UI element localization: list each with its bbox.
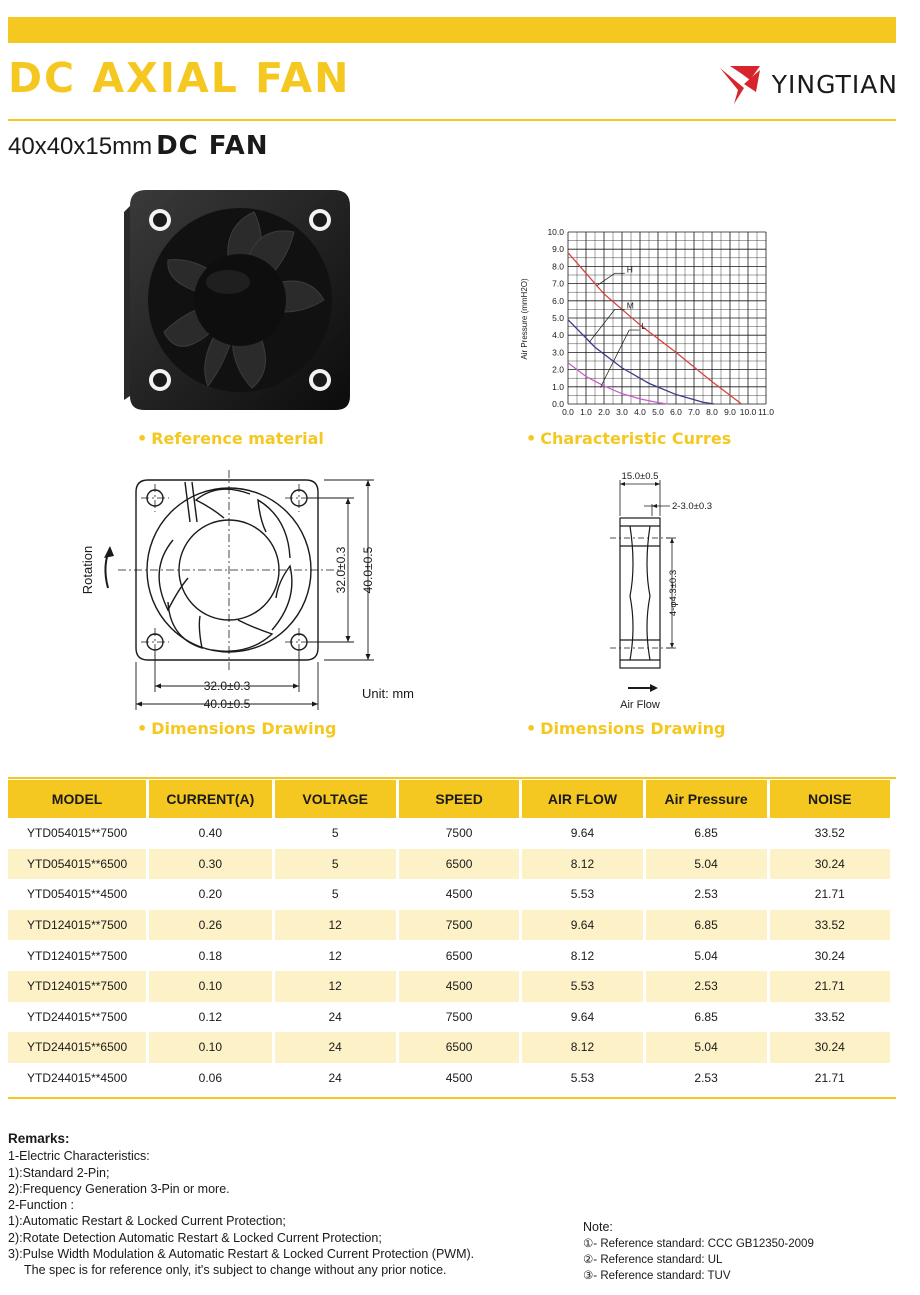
table-cell: 2.53 <box>694 887 718 902</box>
remarks-line: 1):Standard 2-Pin; <box>8 1165 110 1180</box>
y-tick-label: 4.0 <box>552 330 564 341</box>
table-cell: 5 <box>331 887 339 902</box>
x-tick-label: 6.0 <box>670 407 682 417</box>
table-cell: 33.52 <box>814 1009 845 1024</box>
table-row <box>8 1063 890 1094</box>
remarks-line: 2):Frequency Generation 3-Pin or more. <box>8 1181 230 1196</box>
brand-name: YINGTIAN <box>771 69 898 99</box>
table-row <box>8 1002 890 1033</box>
table-cell: 5.53 <box>570 1071 595 1086</box>
table-cell: YTD054015**7500 <box>27 826 128 841</box>
series-label-l: L <box>641 321 646 332</box>
y-tick-label: 5.0 <box>552 313 564 323</box>
table-cell: 24 <box>328 1071 342 1086</box>
table-cell: 24 <box>328 1009 342 1024</box>
caption-dimensions-left: • Dimensions Drawing <box>137 719 337 738</box>
table-cell: 21.71 <box>814 1071 845 1086</box>
column-header: Air Pressure <box>646 780 767 818</box>
table-cell: 30.24 <box>770 1032 890 1063</box>
y-tick-label: 3.0 <box>552 347 564 358</box>
table-cell: 0.10 <box>149 1032 271 1063</box>
x-tick-label: 8.0 <box>706 407 718 417</box>
table-cell: 21.71 <box>770 971 890 1002</box>
caption-reference: • Reference material <box>137 429 324 448</box>
note-line: ③- Reference standard: TUV <box>583 1270 731 1282</box>
table-row <box>8 940 890 971</box>
y-tick-label: 0.0 <box>552 399 564 409</box>
column-header: VOLTAGE <box>275 780 396 818</box>
note-section <box>583 1219 814 1284</box>
caption-dimensions-right: • Dimensions Drawing <box>526 719 726 738</box>
dim-inner-vertical: 32.0±0.3 <box>334 546 348 594</box>
table-cell: 2.53 <box>646 971 767 1002</box>
table-cell: 8.12 <box>522 1032 642 1063</box>
y-tick-label: 1.0 <box>552 381 564 392</box>
table-cell: 30.24 <box>814 948 845 963</box>
y-tick-label: 10.0 <box>547 227 564 237</box>
table-body <box>8 818 890 1093</box>
column-header: AIR FLOW <box>522 780 642 818</box>
table-cell: 5.53 <box>570 887 595 902</box>
chart-grid <box>568 232 766 404</box>
table-cell: YTD244015**7500 <box>27 1009 128 1024</box>
page-title: DC AXIAL FAN <box>8 54 351 102</box>
rotation-label: Rotation <box>80 545 95 595</box>
title-divider <box>8 119 896 121</box>
caption-curves: • Characteristic Curres <box>526 429 732 448</box>
dim-hole: 4-φ4.3±0.3 <box>668 569 679 617</box>
x-tick-label: 3.0 <box>616 407 628 417</box>
table-cell: 0.12 <box>198 1009 223 1024</box>
x-tick-label: 2.0 <box>598 407 610 417</box>
table-cell: YTD124015**7500 <box>27 948 128 963</box>
series-label-m: M <box>626 300 634 311</box>
dim-inner-horizontal: 32.0±0.3 <box>203 679 251 693</box>
x-tick-label: 4.0 <box>634 407 646 417</box>
table-cell: 5.04 <box>646 1032 767 1063</box>
x-tick-label: 1.0 <box>580 407 592 417</box>
side-dimensions-drawing <box>596 466 726 716</box>
subtitle-type: DC FAN <box>156 131 269 161</box>
y-tick-label: 7.0 <box>552 278 564 289</box>
brand-logo <box>716 60 898 108</box>
table-cell: 33.52 <box>770 910 890 941</box>
table-cell: 6.85 <box>694 1009 718 1024</box>
header-bar <box>8 17 896 43</box>
x-tick-label: 10.0 <box>739 407 757 417</box>
table-cell: 6.85 <box>694 826 718 841</box>
dim-outer-vertical: 40.0±0.5 <box>361 546 375 594</box>
table-cell: 7500 <box>399 910 520 941</box>
table-cell: 12 <box>275 971 396 1002</box>
table-row <box>8 879 890 910</box>
table-cell: 4500 <box>445 887 473 902</box>
table-cell: 5.04 <box>646 849 767 880</box>
table-cell: 24 <box>275 1032 396 1063</box>
series-line-m <box>568 320 714 404</box>
front-dimensions-drawing <box>78 470 414 718</box>
table-cell: 0.18 <box>198 948 223 963</box>
table-cell: 6500 <box>399 849 520 880</box>
note-line: ②- Reference standard: UL <box>583 1254 723 1266</box>
dim-outer-horizontal: 40.0±0.5 <box>203 697 251 711</box>
table-header-row <box>8 780 890 818</box>
x-tick-label: 7.0 <box>688 407 700 417</box>
table-cell: YTD244015**6500 <box>8 1032 146 1063</box>
table-row <box>8 818 890 849</box>
table-cell: 9.64 <box>570 826 595 841</box>
remarks-line: 3):Pulse Width Modulation & Automatic Restart & Locked Current Protection (PWM). <box>8 1247 475 1262</box>
remarks-line: 1):Automatic Restart & Locked Current Protection; <box>8 1214 286 1229</box>
spec-table <box>8 780 896 1093</box>
series-leader-line <box>590 309 615 341</box>
table-row <box>8 849 890 880</box>
table-row <box>8 910 890 941</box>
y-tick-label: 2.0 <box>552 364 564 375</box>
chart-series <box>568 253 742 404</box>
remarks-disclaimer: The spec is for reference only, it's subject to change without any prior notice. <box>24 1263 447 1278</box>
product-subtitle <box>8 133 268 159</box>
table-cell: 5.53 <box>522 971 642 1002</box>
remarks-section <box>8 1131 474 1279</box>
table-row <box>8 1032 890 1063</box>
column-header: CURRENT(A) <box>149 780 271 818</box>
table-cell: 0.10 <box>149 971 271 1002</box>
table-cell: 6.85 <box>646 910 767 941</box>
subtitle-size: 40x40x15mm <box>8 133 153 160</box>
chart-y-axis-label: Air Pressure (mmH2O) <box>520 278 529 360</box>
x-tick-label: 5.0 <box>652 407 664 417</box>
table-cell: 7500 <box>445 1009 473 1024</box>
table-cell: 8.12 <box>522 849 642 880</box>
remarks-line: 1-Electric Characteristics: <box>8 1149 150 1164</box>
y-tick-label: 6.0 <box>552 295 564 306</box>
characteristic-chart <box>512 220 782 425</box>
series-line-l <box>568 363 668 404</box>
series-label-h: H <box>626 264 633 275</box>
table-cell: 5.04 <box>694 948 718 963</box>
table-cell: 30.24 <box>770 849 890 880</box>
remarks-line: 2-Function : <box>8 1198 75 1213</box>
table-cell: 12 <box>275 910 396 941</box>
table-bottom-rule <box>8 1097 896 1099</box>
table-cell: 9.64 <box>570 1009 595 1024</box>
table-cell: 0.26 <box>149 910 271 941</box>
table-cell: 6500 <box>399 1032 520 1063</box>
table-cell: YTD244015**4500 <box>27 1071 128 1086</box>
table-cell: 33.52 <box>814 826 845 841</box>
y-tick-label: 8.0 <box>552 261 564 272</box>
table-cell: 9.64 <box>522 910 642 941</box>
table-cell: 12 <box>328 948 342 963</box>
table-cell: 2.53 <box>694 1071 718 1086</box>
unit-label: Unit: mm <box>362 686 414 701</box>
yingtian-logo-icon <box>716 60 764 108</box>
column-header: SPEED <box>399 780 520 818</box>
table-cell: YTD054015**4500 <box>27 887 128 902</box>
fan-photo <box>124 182 356 414</box>
table-cell: 8.12 <box>570 948 595 963</box>
dim-flange: 2-3.0±0.3 <box>672 501 713 512</box>
series-leader-line <box>600 330 629 387</box>
table-cell: YTD124015**7500 <box>8 971 146 1002</box>
table-cell: YTD124015**7500 <box>8 910 146 941</box>
note-line: ①- Reference standard: CCC GB12350-2009 <box>583 1238 814 1250</box>
table-cell: 7500 <box>445 826 473 841</box>
y-tick-label: 9.0 <box>552 244 564 255</box>
table-top-rule <box>8 777 896 779</box>
column-header: MODEL <box>8 780 146 818</box>
table-cell: 5 <box>331 826 339 841</box>
airflow-label: Air Flow <box>620 699 660 711</box>
table-row <box>8 971 890 1002</box>
x-tick-label: 0.0 <box>562 407 574 417</box>
x-tick-label: 9.0 <box>724 407 736 417</box>
remarks-line: 2):Rotate Detection Automatic Restart & Locked Current Protection; <box>8 1230 382 1245</box>
table-cell: 0.30 <box>149 849 271 880</box>
table-cell: 6500 <box>445 948 473 963</box>
column-header: NOISE <box>770 780 890 818</box>
x-tick-label: 11.0 <box>758 407 774 417</box>
table-cell: 0.20 <box>198 887 223 902</box>
remarks-title: Remarks: <box>8 1131 70 1146</box>
table-cell: YTD054015**6500 <box>8 849 146 880</box>
note-title: Note: <box>583 1220 613 1234</box>
table-cell: 0.40 <box>198 826 223 841</box>
table-cell: 4500 <box>399 971 520 1002</box>
table-cell: 0.06 <box>198 1071 223 1086</box>
table-cell: 4500 <box>445 1071 473 1086</box>
dim-width: 15.0±0.5 <box>621 471 659 482</box>
table-cell: 5 <box>275 849 396 880</box>
table-cell: 21.71 <box>814 887 845 902</box>
